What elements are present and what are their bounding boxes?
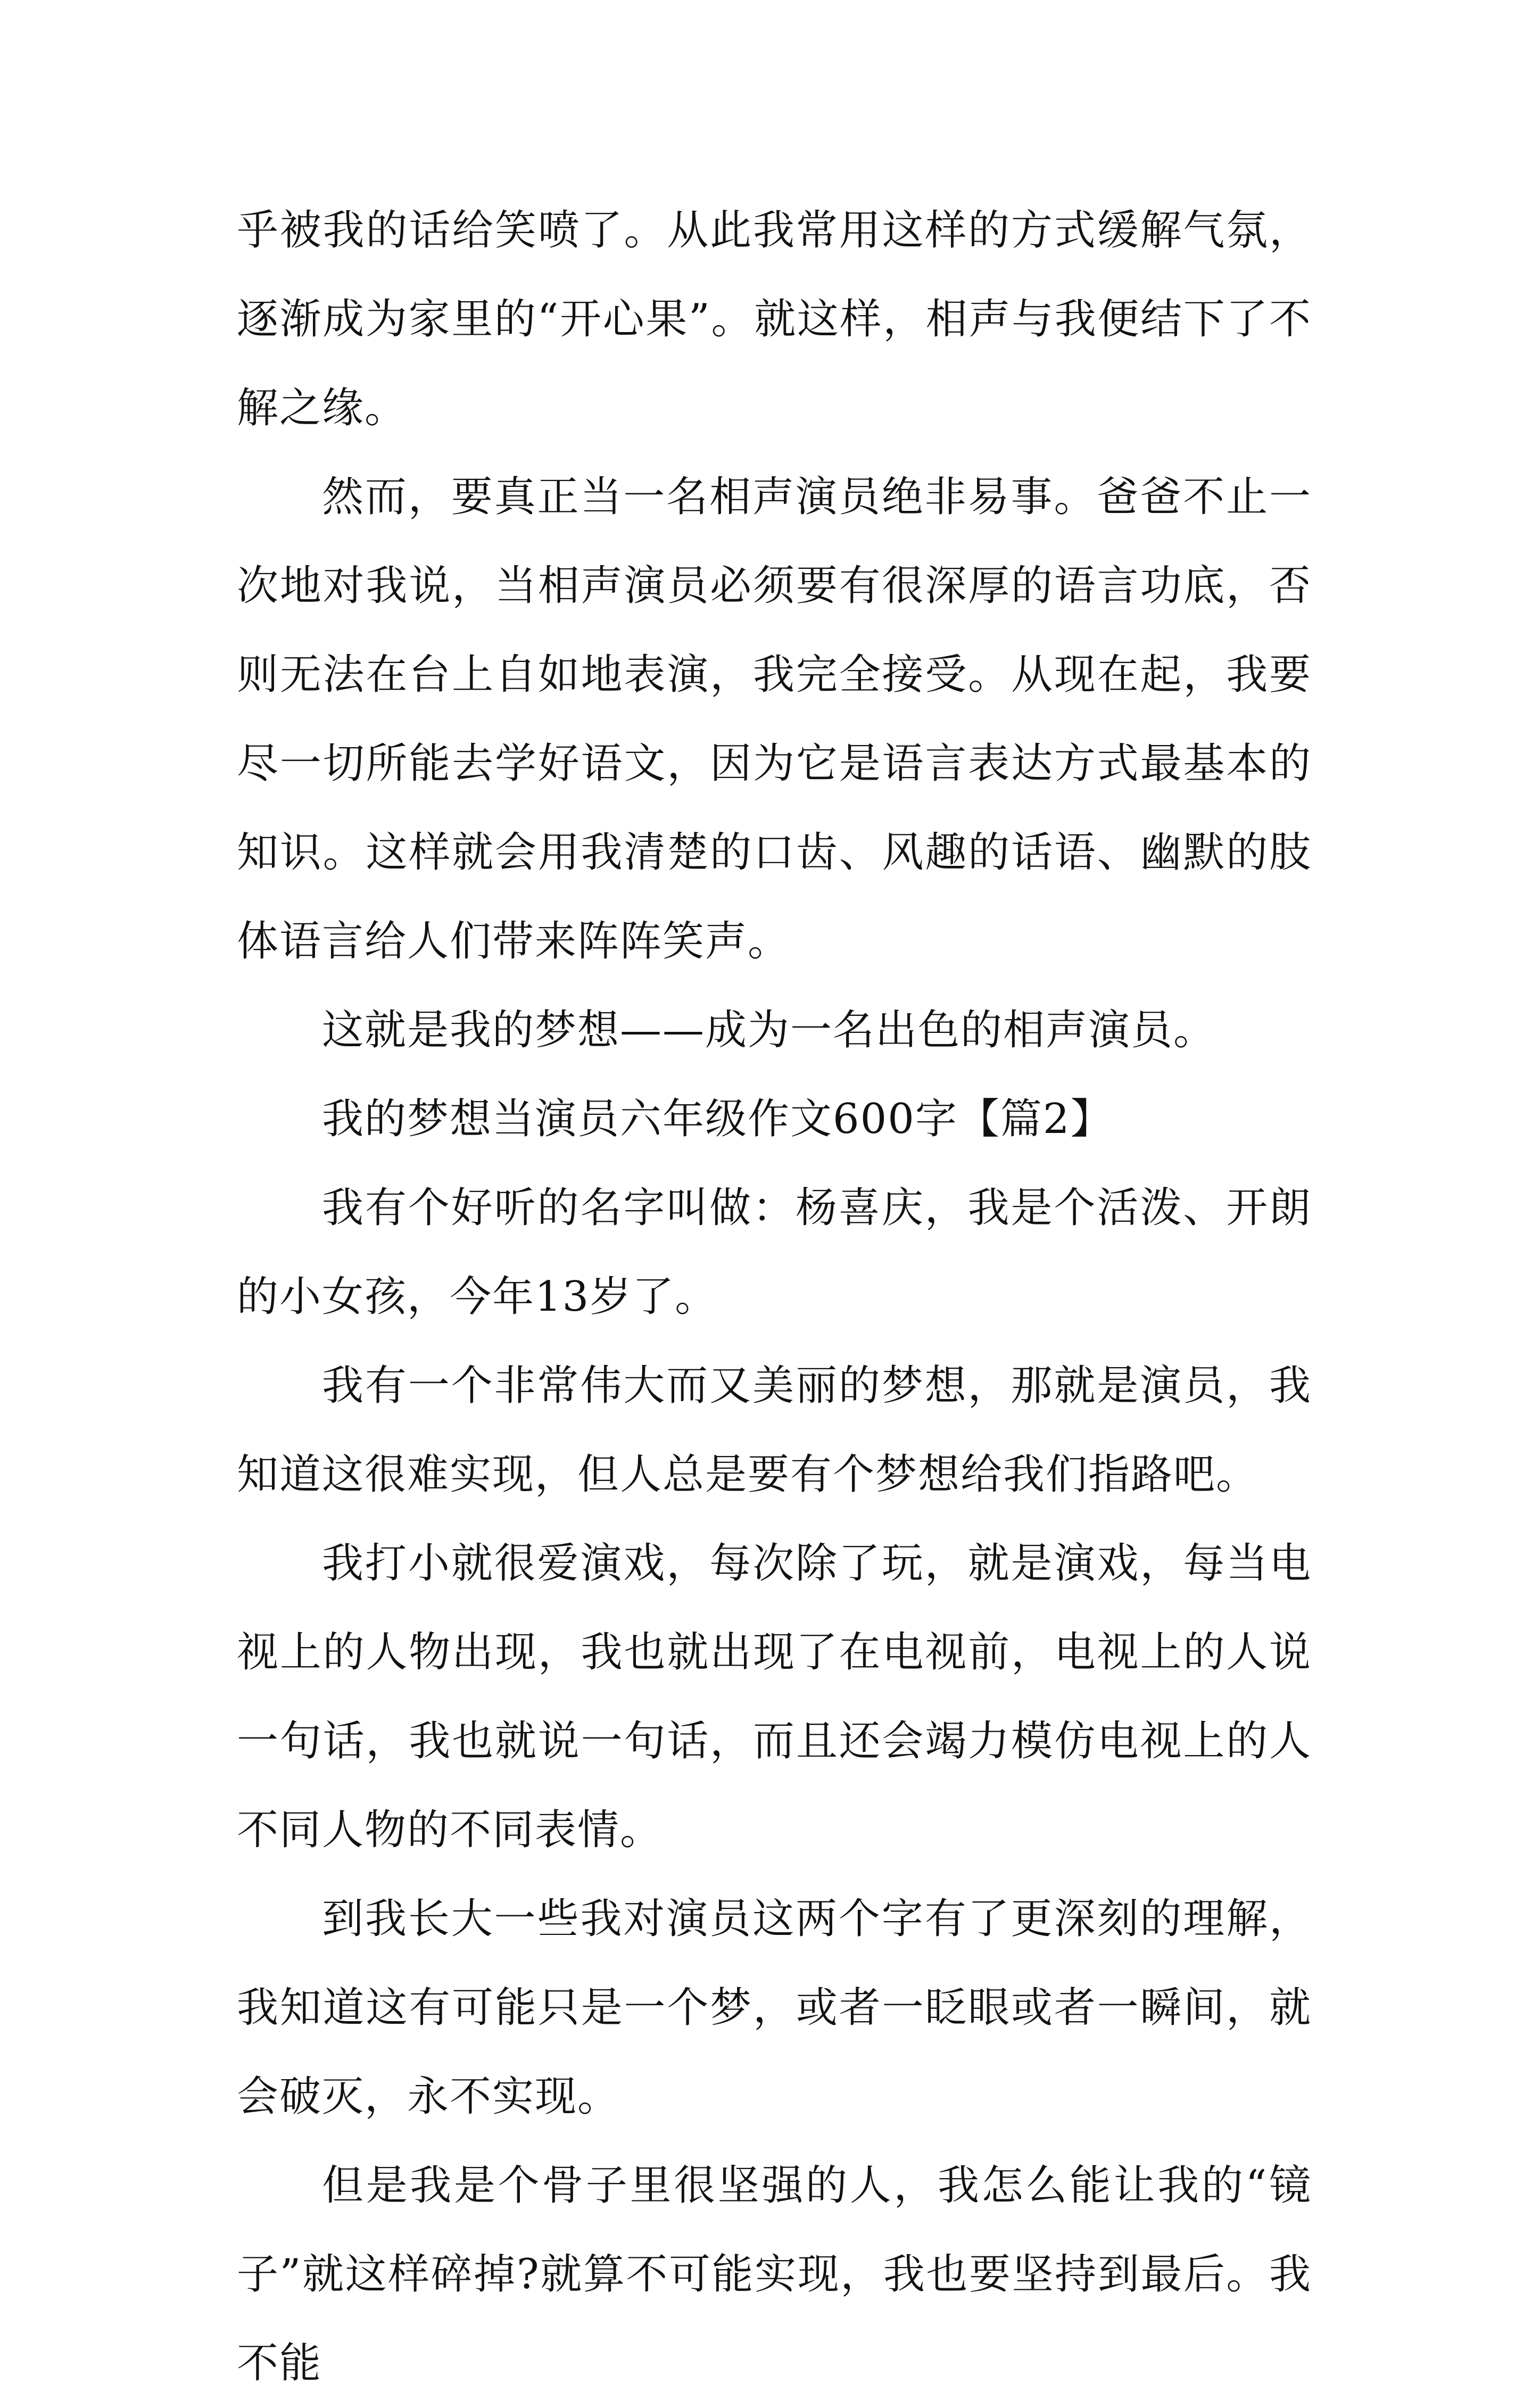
- paragraph-7: 到我长大一些我对演员这两个字有了更深刻的理解，我知道这有可能只是一个梦，或者一眨眼或者一瞬间，就会破灭，永不实现。: [237, 1895, 1312, 2121]
- paragraph-1: 乎被我的话给笑喷了。从此我常用这样的方式缓解气氛，逐渐成为家里的“开心果”。就这样，相声与我便结下了不解之缘。: [237, 206, 1312, 432]
- paragraph-4: 我有个好听的名字叫做：杨喜庆，我是个活泼、开朗的小女孩，今年13岁了。: [237, 1184, 1312, 1321]
- section-heading: 我的梦想当演员六年级作文600字【篇2】: [322, 1095, 1113, 1143]
- paragraph-5: 我有一个非常伟大而又美丽的梦想，那就是演员，我知道这很难实现，但人总是要有个梦想给我们指路吧。: [237, 1362, 1312, 1499]
- paragraph-2: 然而，要真正当一名相声演员绝非易事。爸爸不止一次地对我说，当相声演员必须要有很深厚的语言功底，否则无法在台上自如地表演，我完全接受。从现在起，我要尽一切所能去学好语文，因为它是语言表达方式最基本的知识。这样就会用我清楚的口齿、风趣的话语、幽默的肢体语言给人们带来阵阵笑声。: [237, 473, 1312, 965]
- paragraph-8: 但是我是个骨子里很坚强的人，我怎么能让我的“镜子”就这样碎掉?就算不可能实现，我也要坚持到最后。我不能: [237, 2162, 1312, 2387]
- paragraph-6: 我打小就很爱演戏，每次除了玩，就是演戏，每当电视上的人物出现，我也就出现了在电视前，电视上的人说一句话，我也就说一句话，而且还会竭力模仿电视上的人不同人物的不同表情。: [237, 1540, 1312, 1854]
- document-body: [237, 186, 1312, 2408]
- paragraph-3: 这就是我的梦想——成为一名出色的相声演员。: [322, 1006, 1216, 1054]
